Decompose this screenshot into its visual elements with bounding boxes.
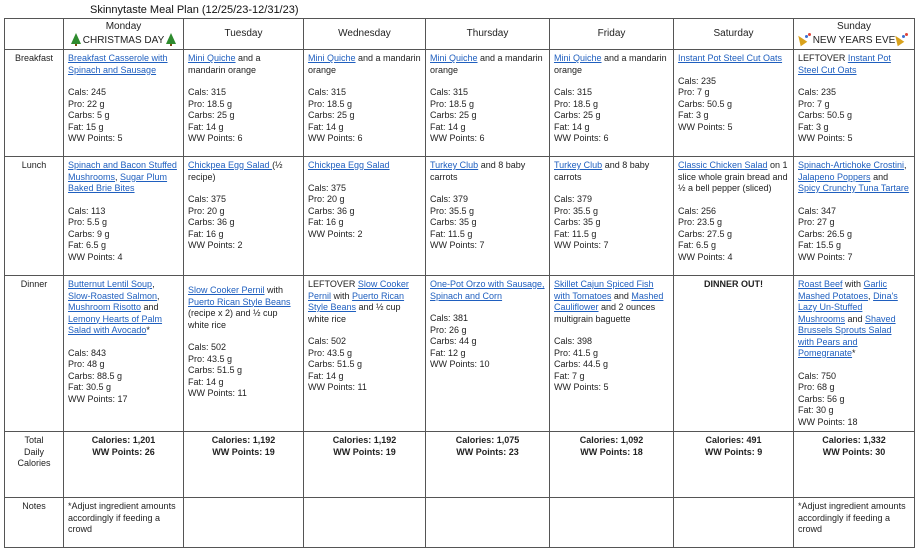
protein: Pro: 41.5 g	[554, 347, 599, 358]
protein: Pro: 43.5 g	[308, 347, 353, 358]
total-calories: Calories: 1,092	[579, 435, 644, 445]
meal-text: (½ recipe)	[188, 160, 283, 182]
total-ww-points: WW Points: 23	[456, 446, 519, 457]
total-cell	[794, 432, 915, 498]
calories: Cals: 315	[188, 87, 227, 97]
protein: Pro: 48 g	[68, 359, 105, 369]
ww-points: WW Points: 6	[554, 133, 609, 143]
meal-cell	[794, 50, 915, 157]
total-ww-points: WW Points: 18	[580, 446, 643, 457]
recipe-link[interactable]: Shaved Brussels Sprouts Salad with Pears and Pomegranate	[798, 313, 896, 358]
calories: Cals: 235	[798, 87, 837, 97]
breakfast-row	[5, 50, 915, 157]
recipe-link[interactable]: Garlic Mashed Potatoes	[798, 279, 888, 301]
ww-points: WW Points: 6	[188, 133, 243, 143]
day-header-monday	[64, 19, 184, 50]
meal-text: *	[852, 348, 856, 358]
meal-cell	[674, 50, 794, 157]
calories: Cals: 315	[430, 87, 469, 97]
carbs: Carbs: 56 g	[798, 393, 845, 404]
meal-cell	[304, 276, 426, 432]
recipe-link[interactable]: Chickpea Egg Salad	[308, 160, 390, 170]
ww-points: WW Points: 17	[68, 393, 128, 404]
meal-text: with	[331, 290, 353, 301]
fat: Fat: 14 g	[308, 121, 344, 132]
protein: Pro: 35.5 g	[554, 205, 599, 216]
carbs: Carbs: 51.5 g	[188, 365, 243, 375]
meal-text: ,	[157, 290, 160, 301]
meal-text: LEFTOVER	[308, 279, 358, 289]
meal-cell	[550, 50, 674, 157]
calories: Cals: 379	[554, 194, 593, 204]
meal-text: and a mandarin orange	[554, 53, 667, 75]
day-header-friday	[550, 19, 674, 50]
ww-points: WW Points: 10	[430, 359, 490, 369]
recipe-link[interactable]: Sugar Plum Baked Brie Bites	[68, 171, 168, 193]
total-calories: Calories: 491	[705, 435, 762, 445]
meal-text: and	[845, 313, 866, 324]
day-header-wednesday	[304, 19, 426, 50]
recipe-link[interactable]: Mini Quiche	[188, 53, 236, 63]
calories: Cals: 256	[678, 205, 717, 216]
carbs: Carbs: 50.5 g	[798, 110, 853, 120]
fat: Fat: 16 g	[188, 228, 224, 239]
meal-cell	[794, 157, 915, 276]
day-name: Sunday	[837, 21, 871, 32]
carbs: Carbs: 25 g	[308, 110, 355, 120]
meal-text: ,	[115, 171, 121, 182]
protein: Pro: 7 g	[678, 87, 710, 97]
note-cell	[426, 498, 550, 548]
ww-points: WW Points: 7	[798, 251, 853, 262]
ww-points: WW Points: 7	[554, 240, 609, 250]
day-name: Wednesday	[338, 28, 391, 39]
fat: Fat: 6.5 g	[678, 240, 717, 250]
header-row	[5, 19, 915, 50]
protein: Pro: 35.5 g	[430, 205, 475, 216]
note-cell	[184, 498, 304, 548]
meal-text: with	[264, 285, 284, 295]
ww-points: WW Points: 4	[68, 251, 123, 262]
fat: Fat: 14 g	[430, 121, 466, 132]
meal-cell	[64, 157, 184, 276]
note-cell	[304, 498, 426, 548]
protein: Pro: 22 g	[68, 98, 105, 109]
ww-points: WW Points: 4	[678, 251, 733, 262]
day-note: NEW YEARS EVE	[812, 35, 896, 46]
party-popper-icon	[800, 33, 811, 44]
row-label-lunch: Lunch	[5, 157, 64, 276]
note-cell	[550, 498, 674, 548]
dinner-row	[5, 276, 915, 432]
row-label-dinner: Dinner	[5, 276, 64, 432]
row-label-breakfast: Breakfast	[5, 50, 64, 157]
total-calories: Calories: 1,201	[91, 435, 156, 445]
recipe-link[interactable]: Skillet Cajun Spiced Fish with Tomatoes	[554, 279, 654, 301]
row-label-total: Total Daily Calories	[5, 432, 64, 498]
calories: Cals: 375	[308, 182, 347, 193]
recipe-link[interactable]: Spinach and Bacon Stuffed Mushrooms	[68, 160, 177, 182]
total-cell	[64, 432, 184, 498]
page-title: Skinnytaste Meal Plan (12/25/23-12/31/23)	[90, 4, 299, 16]
carbs: Carbs: 25 g	[554, 110, 601, 120]
recipe-link[interactable]: Mushroom Risotto	[68, 302, 142, 312]
recipe-link[interactable]: One-Pot Orzo with Sausage, Spinach and Corn	[430, 279, 545, 301]
lunch-row	[5, 157, 915, 276]
corner-cell	[5, 19, 64, 50]
ww-points: WW Points: 5	[798, 133, 853, 143]
carbs: Carbs: 51.5 g	[308, 359, 363, 369]
fat: Fat: 11.5 g	[430, 228, 473, 239]
meal-cell	[184, 157, 304, 276]
total-cell	[304, 432, 426, 498]
protein: Pro: 26 g	[430, 324, 467, 335]
recipe-link[interactable]: Puerto Rican Style Beans	[308, 290, 405, 312]
carbs: Carbs: 44.5 g	[554, 359, 609, 369]
total-cell	[674, 432, 794, 498]
meal-cell	[64, 276, 184, 432]
carbs: Carbs: 5 g	[68, 110, 110, 120]
fat: Fat: 30 g	[798, 405, 834, 415]
fat: Fat: 3 g	[798, 121, 829, 132]
meal-text: and	[611, 290, 632, 301]
recipe-link[interactable]: Turkey Club	[430, 160, 479, 170]
meal-text: ,	[904, 160, 907, 170]
ww-points: WW Points: 11	[188, 388, 247, 398]
meal-cell	[304, 157, 426, 276]
calories: Cals: 398	[554, 336, 593, 346]
fat: Fat: 14 g	[188, 121, 224, 132]
meal-text: and a mandarin orange	[188, 53, 261, 75]
meal-text: with	[842, 279, 864, 289]
calories: Cals: 381	[430, 313, 469, 323]
carbs: Carbs: 36 g	[188, 217, 235, 227]
day-note: CHRISTMAS DAY	[82, 35, 165, 46]
recipe-link[interactable]: Mini Quiche	[308, 53, 356, 63]
carbs: Carbs: 35 g	[554, 217, 601, 227]
total-calories: Calories: 1,332	[822, 435, 886, 445]
protein: Pro: 18.5 g	[554, 98, 599, 109]
recipe-link[interactable]: Mini Quiche	[430, 53, 478, 63]
recipe-link[interactable]: Turkey Club	[554, 160, 603, 170]
day-header-sunday	[794, 19, 915, 50]
calories: Cals: 843	[68, 347, 107, 358]
protein: Pro: 5.5 g	[68, 217, 108, 227]
fat: Fat: 30.5 g	[68, 382, 112, 392]
protein: Pro: 7 g	[798, 98, 830, 109]
total-ww-points: WW Points: 19	[212, 446, 275, 457]
fat: Fat: 15.5 g	[798, 240, 842, 250]
recipe-link[interactable]: Jalapeno Poppers	[798, 171, 871, 182]
meal-cell	[550, 276, 674, 432]
day-name: Saturday	[713, 28, 754, 39]
ww-points: WW Points: 11	[308, 382, 367, 392]
meal-cell	[184, 276, 304, 432]
recipe-link[interactable]: Mashed Cauliflower	[554, 290, 664, 312]
carbs: Carbs: 25 g	[188, 110, 235, 120]
meal-cell	[184, 50, 304, 157]
total-cell	[426, 432, 550, 498]
meal-text: and 8 baby carrots	[430, 160, 526, 182]
meal-text: and 8 baby carrots	[554, 160, 650, 182]
meal-text: *	[146, 325, 150, 335]
carbs: Carbs: 35 g	[430, 217, 477, 227]
day-name: Friday	[597, 28, 626, 39]
total-ww-points: WW Points: 19	[333, 446, 396, 457]
meal-cell	[426, 276, 550, 432]
recipe-link[interactable]: Instant Pot Steel Cut Oats	[798, 53, 891, 75]
recipe-link[interactable]: Slow Cooker Pernil	[308, 279, 409, 301]
protein: Pro: 18.5 g	[188, 98, 233, 109]
protein: Pro: 43.5 g	[188, 353, 233, 364]
calories: Cals: 245	[68, 87, 107, 97]
carbs: Carbs: 25 g	[430, 110, 477, 120]
fat: Fat: 16 g	[308, 217, 344, 227]
calories: Cals: 315	[554, 87, 593, 97]
recipe-link[interactable]: Chickpea Egg Salad	[188, 160, 273, 170]
calories: Cals: 315	[308, 87, 347, 97]
meal-text: (recipe x 2) and ½ cup white rice	[188, 308, 278, 330]
total-cell	[184, 432, 304, 498]
meal-text: on 1 slice whole grain bread and ½ a bell pepper (sliced)	[678, 160, 788, 193]
meal-text: and 2 ounces multigrain baguette	[554, 302, 656, 324]
ww-points: WW Points: 7	[430, 240, 485, 250]
meal-cell	[794, 276, 915, 432]
meal-text: and	[870, 171, 889, 182]
total-calories: Calories: 1,192	[211, 435, 276, 445]
meal-cell	[426, 157, 550, 276]
total-ww-points: WW Points: 26	[92, 446, 155, 457]
row-label-notes: Notes	[5, 498, 64, 548]
calories: Cals: 347	[798, 205, 837, 216]
recipe-link[interactable]: Slow Cooker Pernil	[188, 285, 265, 295]
recipe-link[interactable]: Slow-Roasted Salmon	[68, 290, 158, 301]
calories: Cals: 375	[188, 194, 227, 204]
ww-points: WW Points: 5	[68, 133, 123, 143]
ww-points: WW Points: 2	[308, 228, 363, 239]
calories: Cals: 502	[188, 342, 227, 352]
meal-cell	[674, 157, 794, 276]
note-cell: *Adjust ingredient amounts accordingly if feeding a crowd	[64, 498, 184, 548]
total-ww-points: WW Points: 9	[704, 446, 763, 457]
calories: Cals: 113	[68, 205, 106, 216]
meal-text: and	[141, 302, 159, 312]
christmas-tree-icon	[71, 33, 81, 44]
carbs: Carbs: 88.5 g	[68, 370, 123, 381]
day-header-thursday	[426, 19, 550, 50]
meal-cell	[64, 50, 184, 157]
carbs: Carbs: 44 g	[430, 336, 477, 346]
dinner-out-cell: DINNER OUT!	[674, 276, 794, 432]
fat: Fat: 14 g	[554, 121, 590, 132]
ww-points: WW Points: 5	[678, 121, 733, 132]
meal-text: LEFTOVER	[798, 53, 848, 63]
meal-text: ,	[868, 290, 874, 301]
day-name: Monday	[105, 21, 142, 32]
calories: Cals: 379	[430, 194, 469, 204]
totals-row	[5, 432, 915, 498]
notes-row	[5, 498, 915, 548]
recipe-link[interactable]: Lemony Hearts of Palm Salad with Avocado	[68, 313, 163, 335]
carbs: Carbs: 36 g	[308, 205, 355, 216]
protein: Pro: 18.5 g	[308, 98, 353, 109]
total-calories: Calories: 1,192	[332, 435, 397, 445]
protein: Pro: 18.5 g	[430, 98, 475, 109]
meal-cell	[304, 50, 426, 157]
meal-cell	[426, 50, 550, 157]
recipe-link[interactable]: Breakfast Casserole with Spinach and Sausage	[68, 53, 168, 75]
fat: Fat: 11.5 g	[554, 228, 597, 239]
day-header-tuesday	[184, 19, 304, 50]
recipe-link[interactable]: Butternut Lentil Soup	[68, 279, 153, 289]
calories: Cals: 750	[798, 370, 837, 381]
fat: Fat: 6.5 g	[68, 240, 107, 250]
fat: Fat: 3 g	[678, 110, 709, 120]
meal-plan-table	[4, 18, 915, 548]
recipe-link[interactable]: Instant Pot Steel Cut Oats	[678, 53, 783, 63]
meal-text: ,	[152, 279, 155, 289]
protein: Pro: 27 g	[798, 217, 835, 227]
party-popper-icon	[897, 33, 908, 44]
carbs: Carbs: 26.5 g	[798, 228, 853, 239]
protein: Pro: 68 g	[798, 382, 835, 392]
fat: Fat: 14 g	[308, 370, 344, 381]
recipe-link[interactable]: Mini Quiche	[554, 53, 602, 63]
note-cell: *Adjust ingredient amounts accordingly if feeding a crowd	[794, 498, 915, 548]
ww-points: WW Points: 2	[188, 240, 243, 250]
calories: Cals: 235	[678, 75, 717, 86]
ww-points: WW Points: 5	[554, 382, 609, 392]
total-ww-points: WW Points: 30	[822, 446, 886, 457]
recipe-link[interactable]: Puerto Rican Style Beans	[188, 296, 291, 307]
note-cell	[674, 498, 794, 548]
ww-points: WW Points: 18	[798, 416, 858, 427]
christmas-tree-icon	[166, 33, 176, 44]
fat: Fat: 7 g	[554, 370, 585, 381]
fat: Fat: 14 g	[188, 376, 224, 387]
meal-text: and a mandarin orange	[308, 53, 421, 75]
recipe-link[interactable]: Dina's Lazy Un-Stuffed Mushrooms	[798, 290, 898, 324]
carbs: Carbs: 50.5 g	[678, 98, 733, 109]
recipe-link[interactable]: Spicy Crunchy Tuna Tartare	[798, 183, 909, 193]
total-calories: Calories: 1,075	[455, 435, 520, 445]
meal-text: and ½ cup white rice	[308, 302, 401, 324]
fat: Fat: 12 g	[430, 347, 466, 358]
recipe-link[interactable]: Spinach-Artichoke Crostini	[798, 160, 905, 170]
recipe-link[interactable]: Roast Beef	[798, 279, 843, 289]
ww-points: WW Points: 6	[430, 133, 485, 143]
protein: Pro: 23.5 g	[678, 217, 723, 227]
fat: Fat: 15 g	[68, 121, 104, 132]
day-header-saturday	[674, 19, 794, 50]
total-cell	[550, 432, 674, 498]
meal-text: and a mandarin orange	[430, 53, 543, 75]
carbs: Carbs: 9 g	[68, 228, 110, 239]
day-name: Tuesday	[224, 28, 263, 39]
carbs: Carbs: 27.5 g	[678, 228, 733, 239]
protein: Pro: 20 g	[308, 194, 345, 204]
protein: Pro: 20 g	[188, 205, 225, 216]
ww-points: WW Points: 6	[308, 133, 363, 143]
day-name: Thursday	[466, 28, 509, 39]
calories: Cals: 502	[308, 336, 347, 346]
meal-cell	[550, 157, 674, 276]
recipe-link[interactable]: Classic Chicken Salad	[678, 160, 768, 170]
